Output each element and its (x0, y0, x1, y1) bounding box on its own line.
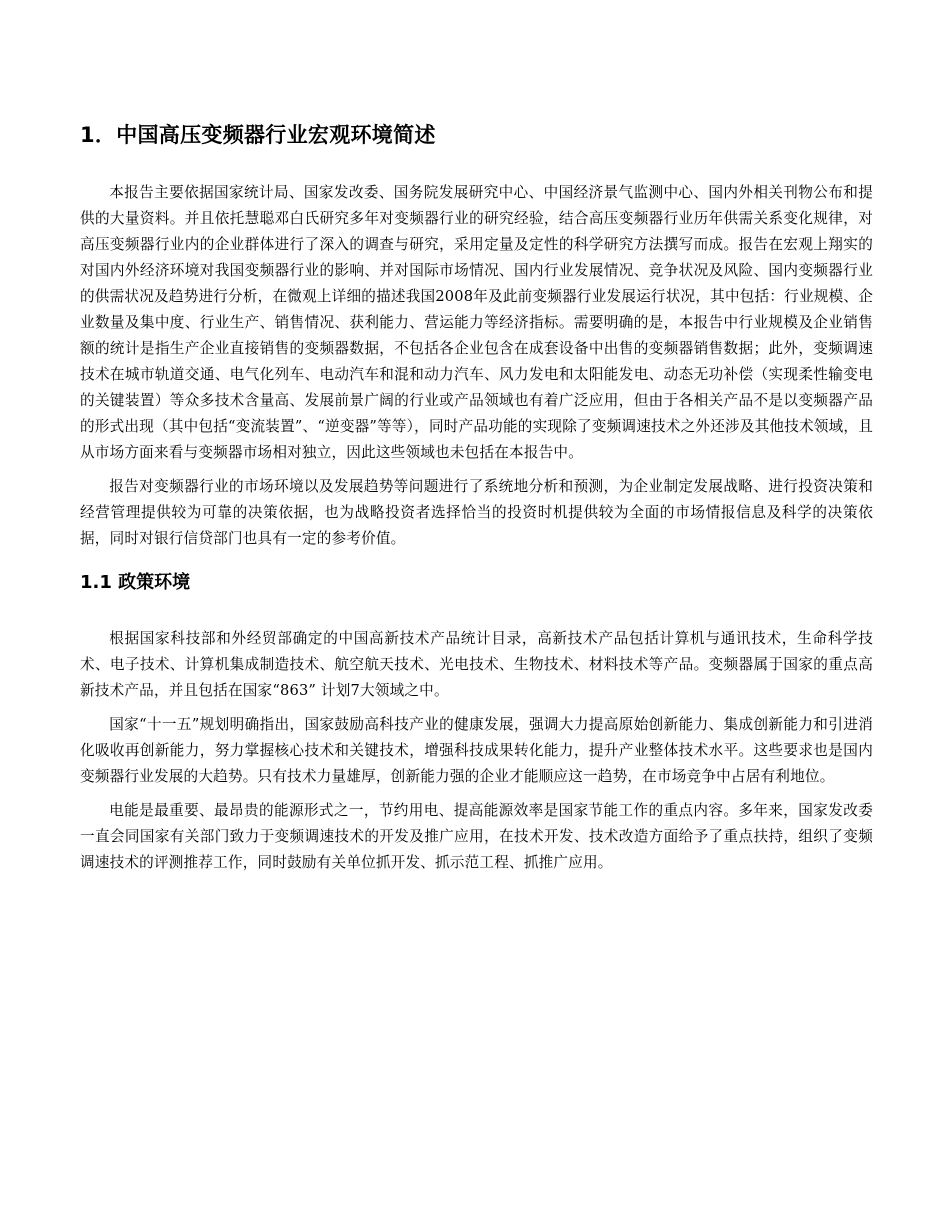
paragraph-report-sources: 本报告主要依据国家统计局、国家发改委、国务院发展研究中心、中国经济景气监测中心、国内外相关刊物公布和提供的大量资料。并且依托慧聪邓白氏研究多年对变频器行业的研究经验，结合高压变频器行业历年供需关系变化规律，对高压变频器行业内的企业群体进行了深入的调查与研究，采用定量及定性的科学研究方法撰写而成。报告在宏观上翔实的对国内外经济环境对我国变频器行业的影响、并对国际市场情况、国内行业发展情况、竞争状况及风险、国内变频器行业的供需状况及趋势进行分析，在微观上详细的描述我国2008年及此前变频器行业发展运行状况，其中包括：行业规模、企业数量及集中度、行业生产、销售情况、获利能力、营运能力等经济指标。需要明确的是，本报告中行业规模及企业销售额的统计是指生产企业直接销售的变频器数据，不包括各企业包含在成套设备中出售的变频器销售数据；此外，变频调速技术在城市轨道交通、电气化列车、电动汽车和混和动力汽车、风力发电和太阳能发电、动态无功补偿（实现柔性输变电的关键装置）等众多技术含量高、发展前景广阔的行业或产品领域也有着广泛应用，但由于各相关产品不是以变频器产品的形式出现（其中包括“变流装置”、“逆变器”等等），同时产品功能的实现除了变频调速技术之外还涉及其他技术领域，且从市场方面来看与变频器市场相对独立，因此这些领域也未包括在本报告中。 (80, 184, 873, 461)
paragraph-energy-saving: 电能是最重要、最昂贵的能源形式之一，节约用电、提高能源效率是国家节能工作的重点内容。多年来，国家发改委一直会同国家有关部门致力于变频调速技术的开发及推广应用，在技术开发、技术改造方面给予了重点扶持，组织了变频调速技术的评测推荐工作，同时鼓励有关单位抓开发、抓示范工程、抓推广应用。 (80, 802, 873, 871)
section-heading-1: 1．中国高压变频器行业宏观环境简述 (80, 123, 436, 147)
paragraph-five-year-plan: 国家“十一五”规划明确指出，国家鼓励高科技产业的健康发展，强调大力提高原始创新能力、集成创新能力和引进消化吸收再创新能力，努力掌握核心技术和关键技术，增强科技成果转化能力，提升产业整体技术水平。这些要求也是国内变频器行业发展的大趋势。只有技术力量雄厚，创新能力强的企业才能顺应这一趋势，在市场竞争中占居有利地位。 (80, 716, 873, 785)
section-heading-1-1: 1.1 政策环境 (80, 572, 191, 593)
document-body (80, 118, 873, 876)
paragraph-report-purpose: 报告对变频器行业的市场环境以及发展趋势等问题进行了系统地分析和预测，为企业制定发展战略、进行投资决策和经营管理提供较为可靠的决策依据，也为战略投资者选择恰当的投资时机提供较为全面的市场情报信息及科学的决策依据，同时对银行信贷部门也具有一定的参考价值。 (80, 478, 873, 547)
paragraph-hightech-catalog: 根据国家科技部和外经贸部确定的中国高新技术产品统计目录，高新技术产品包括计算机与通讯技术，生命科学技术、电子技术、计算机集成制造技术、航空航天技术、光电技术、生物技术、材料技术等产品。变频器属于国家的重点高新技术产品，并且包括在国家“863” 计划7大领域之中。 (80, 630, 873, 699)
